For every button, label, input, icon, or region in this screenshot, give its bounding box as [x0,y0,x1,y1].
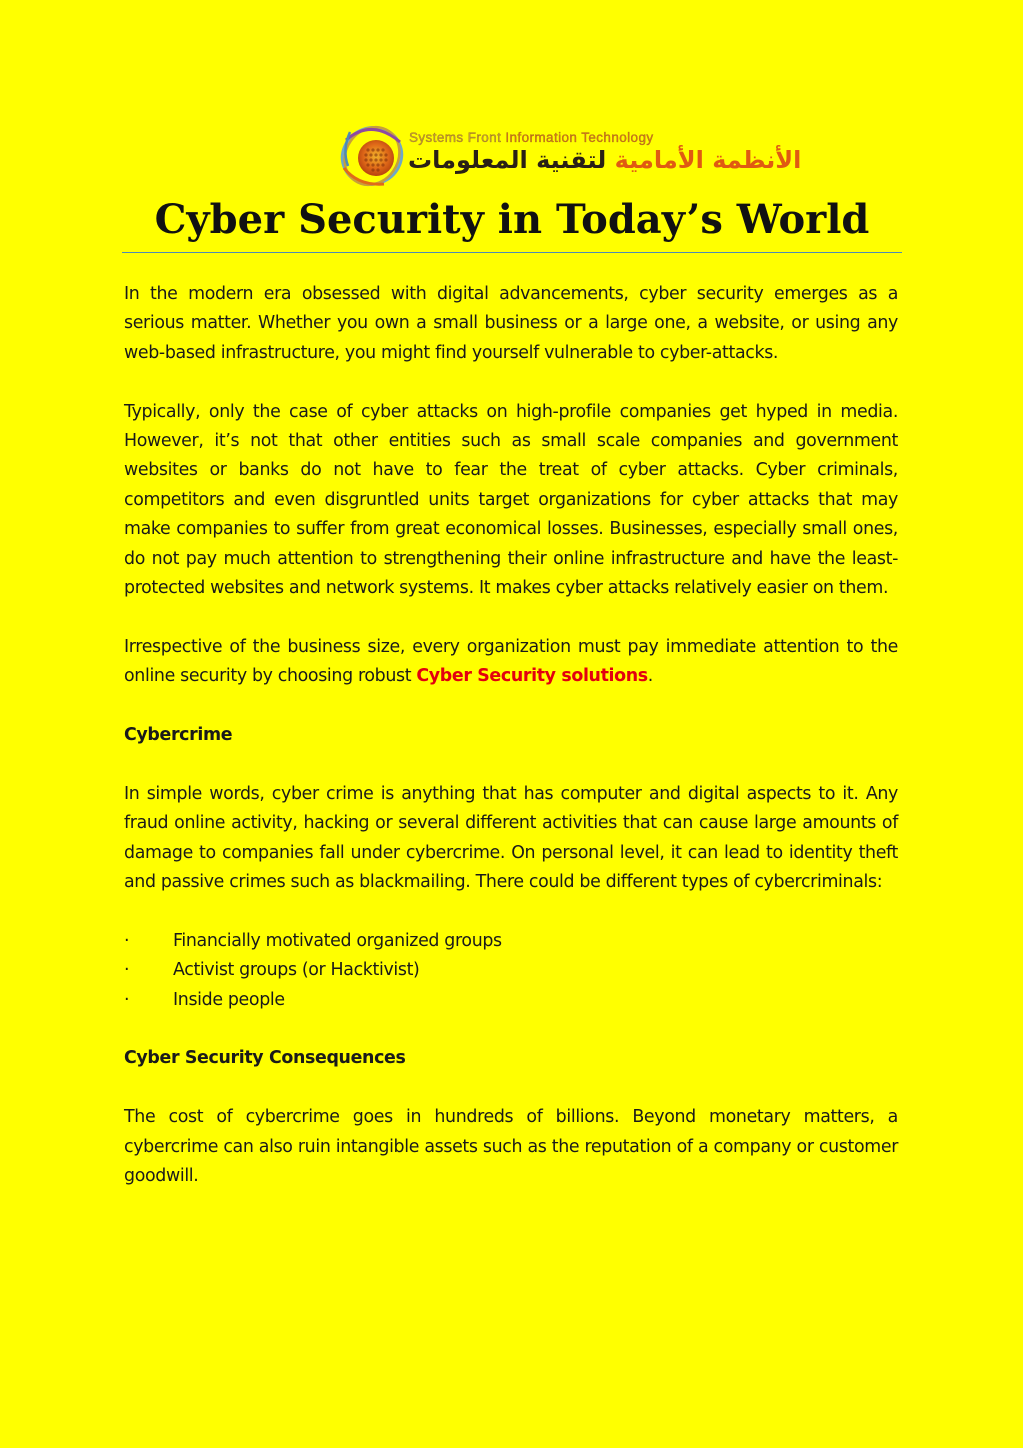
consequences-heading: Cyber Security Consequences [124,1048,406,1069]
intro-paragraph: In the modern era obsessed with digital advancements, cyber security emerges as a serious matter. Whether you own a small business or a large one, a website, or using any web-based infrastructure, you might find yourself vulnerable to cyber-attacks. [124,284,898,363]
logo-name-en-part2: Information Technology [505,130,654,145]
globe-logo-icon [338,120,408,190]
list-item-text: Activist groups (or Hacktivist) [173,960,420,981]
document-body [124,280,898,1191]
cybercrime-paragraph: In simple words, cyber crime is anything that has computer and digital aspects to it. Any fraud online activity, hacking or several different activities that can cause large amounts of damage to companies fall under cybercrime. On personal level, it can lead to identity theft and passive crimes such as blackmailing. There could be different types of cybercriminals: [124,783,898,893]
company-logo [338,120,802,192]
bullet-marker: · [124,930,130,951]
list-item [124,927,898,956]
irrespective-text: Irrespective of the business size, every organization must pay immediate attention to the online security by choosing robust [124,636,898,687]
cyber-security-solutions-link[interactable]: Cyber Security solutions [416,666,648,687]
list-item [124,986,898,1015]
bullet-marker: · [124,960,130,981]
logo-company-name-en [409,130,654,145]
list-item-text: Inside people [173,989,285,1010]
irrespective-paragraph [124,633,898,692]
logo-name-en-part1: Systems Front [409,130,502,145]
irrespective-period: . [647,666,653,687]
document-title: Cyber Security in Today’s World [154,196,870,243]
logo-name-ar-part2: لتقنية المعلومات [408,146,607,174]
list-item-text: Financially motivated organized groups [173,930,502,951]
bullet-marker: · [124,989,130,1010]
cybercriminal-types-list [124,927,898,1015]
cybercrime-heading: Cybercrime [124,725,233,746]
high-profile-paragraph: Typically, only the case of cyber attacks on high-profile companies get hyped in media. However, it’s not that other entities such as small scale companies and government websites or banks do not have to fear the treat of cyber attacks. Cyber criminals, competitors and even disgruntled units target organizations for cyber attacks that may make companies to suffer from great economical losses. Businesses, especially small ones, do not pay much attention to strengthening their online infrastructure and have the least-protected websites and network systems. It makes cyber attacks relatively easier on them. [124,401,898,599]
logo-company-name-ar [408,146,801,174]
title-underline-divider [122,252,902,253]
list-item [124,956,898,985]
logo-name-ar-part1: الأنظمة الأمامية [614,146,802,174]
consequences-paragraph: The cost of cybercrime goes in hundreds of billions. Beyond monetary matters, a cybercrime can also ruin intangible assets such as the reputation of a company or customer goodwill. [124,1107,898,1187]
